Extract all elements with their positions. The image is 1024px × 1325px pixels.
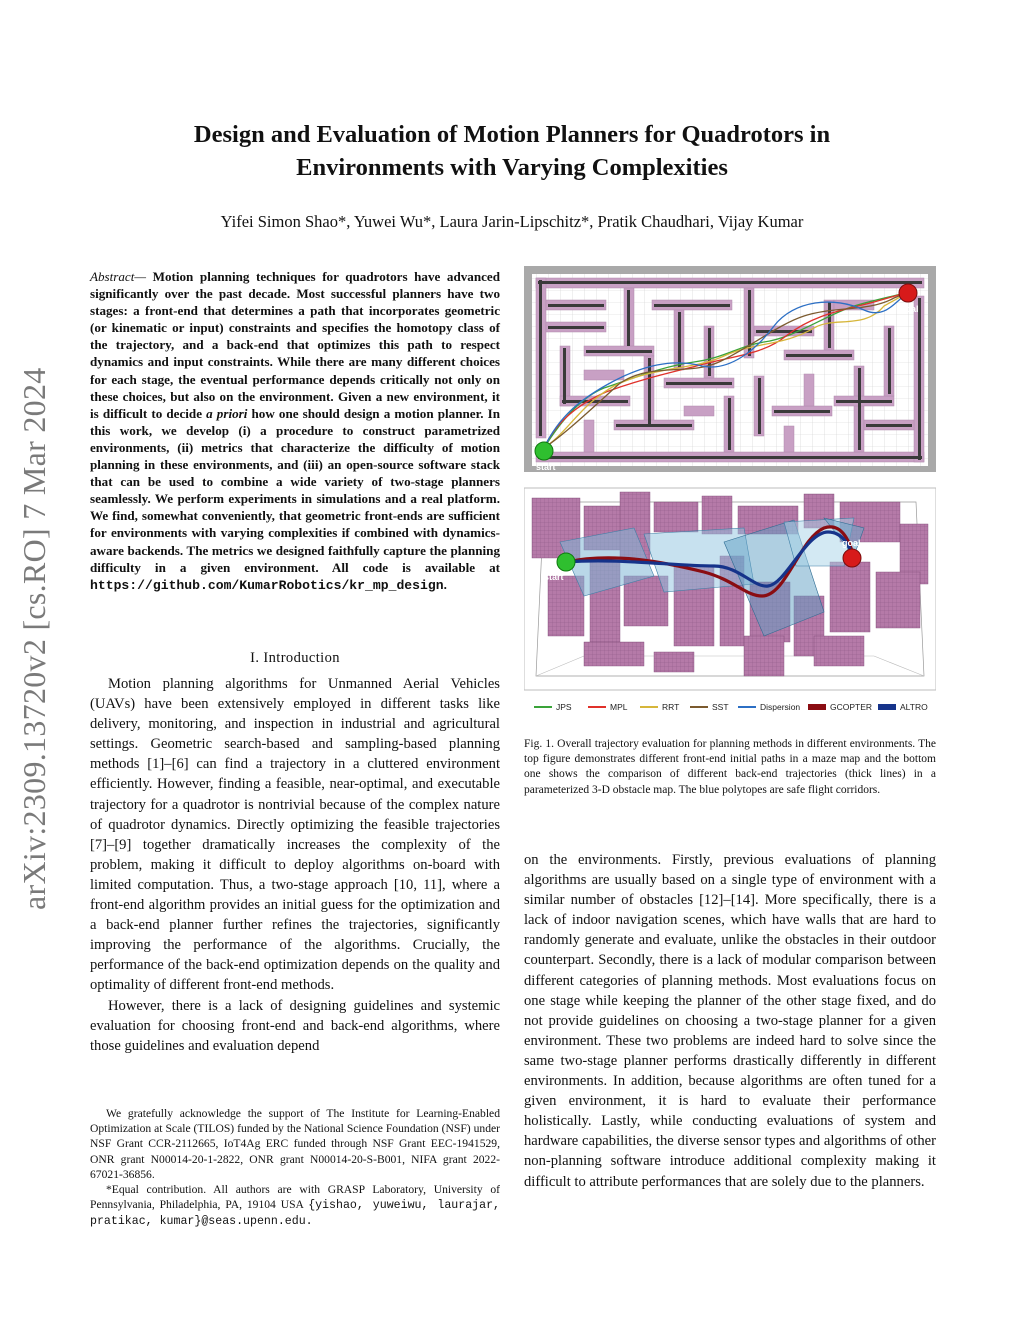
- obstacle-start-label: start: [544, 572, 564, 582]
- legend-swatch-altro: [878, 704, 896, 710]
- legend-label-gcopter: GCOPTER: [830, 702, 873, 712]
- abstract: Abstract— Motion planning techniques for quadrotors have advanced significantly over the past decade. Most successful planners have two stages: a front-end that determines a path that incorporates geometric (or kinematic or input) constraints and specifies the homotopy class of the trajectory, and a back-end that optimizes this path to respect dynamics and input constraints. While there are many different choices for each stage, the eventual performance depends critically not only on these choices, but also on the environment. Given a new environment, it is difficult to decide a priori how one should design a motion planner. In this work, we develop (i) a procedure to construct parametrized environments, (ii) metrics that characterize the difficulty of motion planning in these environments, and (iii) an open-source software stack that can be used to combine a wide variety of two-stage planners seamlessly. We perform experiments in simulations and a real platform. We find, somewhat conveniently, that geometric front-ends are sufficient for environments with varying complexities if combined with dynamics-aware backends. The metrics we designed faithfully capture the planning difficulty in a given environment. All code is available at https://github.com/KumarRobotics/kr_mp_design.: [90, 269, 501, 593]
- figure-caption: Fig. 1. Overall trajectory evaluation for planning methods in different environments. The top figure demonstrates different front-end initial paths in a maze map and the bottom one shows the comparison of different back-end trajectories (thick lines) in a parameterized 3-D obstacle map. The blue polytopes are safe flight corridors.: [524, 738, 936, 796]
- obstacle-goal-marker: [843, 549, 861, 567]
- legend-label-rrt: RRT: [662, 702, 680, 712]
- code-url-link[interactable]: https://github.com/KumarRobotics/kr_mp_design: [90, 577, 444, 593]
- abstract-text-2: how one should design a motion planner. In this work, we develop (i) a procedure to construct parametrized environments, (ii) metrics that characterize the difficulty of motion planning in these environments, and (iii) an open-source software stack that can be used to combine a wide variety of two-stage planners seamlessly. We perform experiments in simulations and a real platform. We find, somewhat conveniently, that geometric front-ends are sufficient for environments with varying complexities if combined with dynamics-aware backends. The metrics we designed faithfully capture the planning difficulty in a given environment. All code is available at: [90, 405, 500, 575]
- legend-label-sst: SST: [712, 702, 729, 712]
- intro-right-column: [524, 850, 936, 1192]
- affiliation-footnote: *Equal contribution. All authors are with GRASP Laboratory, University of Pennsylvania, Philadelphia, PA, 19104 USA {yishao, yuweiwu, laurajar, pratikac, kumar}@seas.upenn.edu.: [90, 1183, 500, 1229]
- intro-paragraph-1: Motion planning algorithms for Unmanned Aerial Vehicles (UAVs) have been extensively employed in different tasks like delivery, monitoring, and inspection in industrial and agricultural settings. Geometric search-based and sampling-based planning methods [1]–[6] can find a trajectory in a cluttered environment efficiently. However, finding a feasible, near-optimal, and executable trajectory for a quadrotor is nontrivial because of the complex nature of quadrotor dynamics. Directly optimizing the feasible trajectories [7]–[9] together dramatically increases the complexity of the problem, making it difficult to deploy algorithms on-board with limited computation. Thus, a two-stage approach [10, 11], where a front-end algorithm provides an initial guess for the optimization and a back-end planner further refines the trajectories, significantly improving the performance of the algorithms. Crucially, the performance of the back-end optimization depends on the quality and optimality of different front-end methods.: [90, 676, 500, 994]
- abstract-label: Abstract: [90, 269, 135, 284]
- legend-label-jps: JPS: [556, 702, 572, 712]
- maze-goal-marker: [899, 284, 917, 302]
- intro-paragraph-3: on the environments. Firstly, previous evaluations of planning algorithms are usually based on a single type of environment with a similar number of obstacles [12]–[14]. More specifically, there is a lack of indoor navigation scenes, which have walls that are hard to randomly generate and evaluate, unlike the obstacles in their outdoor counterpart. Secondly, there is a lack of modular comparison between different categories of planning methods. Most evaluations focus on one stage while keeping the planner of the other stage fixed, and do not provide guidelines on choosing a two-stage planner for a given environment. These two problems are indeed hard to solve since the same two-stage planner performs drastically differently in different environments. In addition, because algorithms are often tuned for a given environment, it is hard to evaluate their performance holistically. Lastly, while conducting evaluations of system and hardware capabilities, the diverse sensor types and algorithms of other non-planning software introduce additional complexity making it difficult to attribute performances that are solely due to the planners.: [524, 852, 936, 1190]
- intro-left-column: [90, 674, 500, 1056]
- obstacle-start-marker: [557, 553, 575, 571]
- title-line-2: Environments with Varying Complexities: [296, 154, 728, 181]
- maze-start-marker: [535, 442, 553, 460]
- abstract-emphasis: a priori: [206, 405, 248, 421]
- paper-title: [100, 118, 924, 184]
- footnotes: [90, 1106, 500, 1230]
- figure-legend: [534, 702, 928, 712]
- arxiv-stamp: arXiv:2309.13720v2 [cs.RO] 7 Mar 2024: [16, 367, 52, 910]
- intro-paragraph-2: However, there is a lack of designing guidelines and systemic evaluation for choosing front-end and back-end algorithms, where those guidelines and evaluation depend: [90, 997, 500, 1054]
- maze-panel: [524, 266, 936, 472]
- title-line-1: Design and Evaluation of Motion Planners for Quadrotors in: [193, 121, 831, 148]
- maze-start-label: start: [536, 462, 556, 472]
- author-list: Yifei Simon Shao*, Yuwei Wu*, Laura Jarin-Lipschitz*, Pratik Chaudhari, Vijay Kumar: [220, 212, 804, 231]
- legend-label-mpl: MPL: [610, 702, 628, 712]
- legend-swatch-gcopter: [808, 704, 826, 710]
- abstract-text: Motion planning techniques for quadrotors have advanced significantly over the past decade. Most successful planners have two stages: a front-end that determines a path that incorporates geometric (or kinematic or input) constraints and specifies the homotopy class of the trajectory, and a back-end that optimizes this path to respect dynamics and input constraints. While there are many different choices for each stage, the eventual performance depends critically not only on these choices, but also on the environment. Given a new environment, it is difficult to decide: [90, 269, 501, 421]
- obstacle-goal-label: goal: [842, 538, 861, 548]
- legend-label-altro: ALTRO: [900, 702, 928, 712]
- figure-1-graphic: [524, 266, 936, 732]
- author-emails: {yishao, yuweiwu, laurajar, pratikac, kumar}@seas.upenn.edu.: [90, 1199, 500, 1229]
- maze-goal-label: goal: [900, 304, 919, 314]
- figure-1: [524, 266, 936, 732]
- acknowledgement-footnote: We gratefully acknowledge the support of The Institute for Learning-Enabled Optimization at Scale (TILOS) funded by the National Science Foundation (NSF) under NSF Grant CCR-2112665, IoT4Ag ERC funded through NSF Grant EEC-1941529, ONR grant N00014-20-1-2822, ONR grant N00014-20-S-B001, NIFA grant 2022-67021-36856.: [90, 1107, 500, 1181]
- legend-label-dispersion: Dispersion: [760, 702, 801, 712]
- obstacle-panel: [524, 488, 936, 690]
- section-heading: I. Introduction: [250, 650, 340, 666]
